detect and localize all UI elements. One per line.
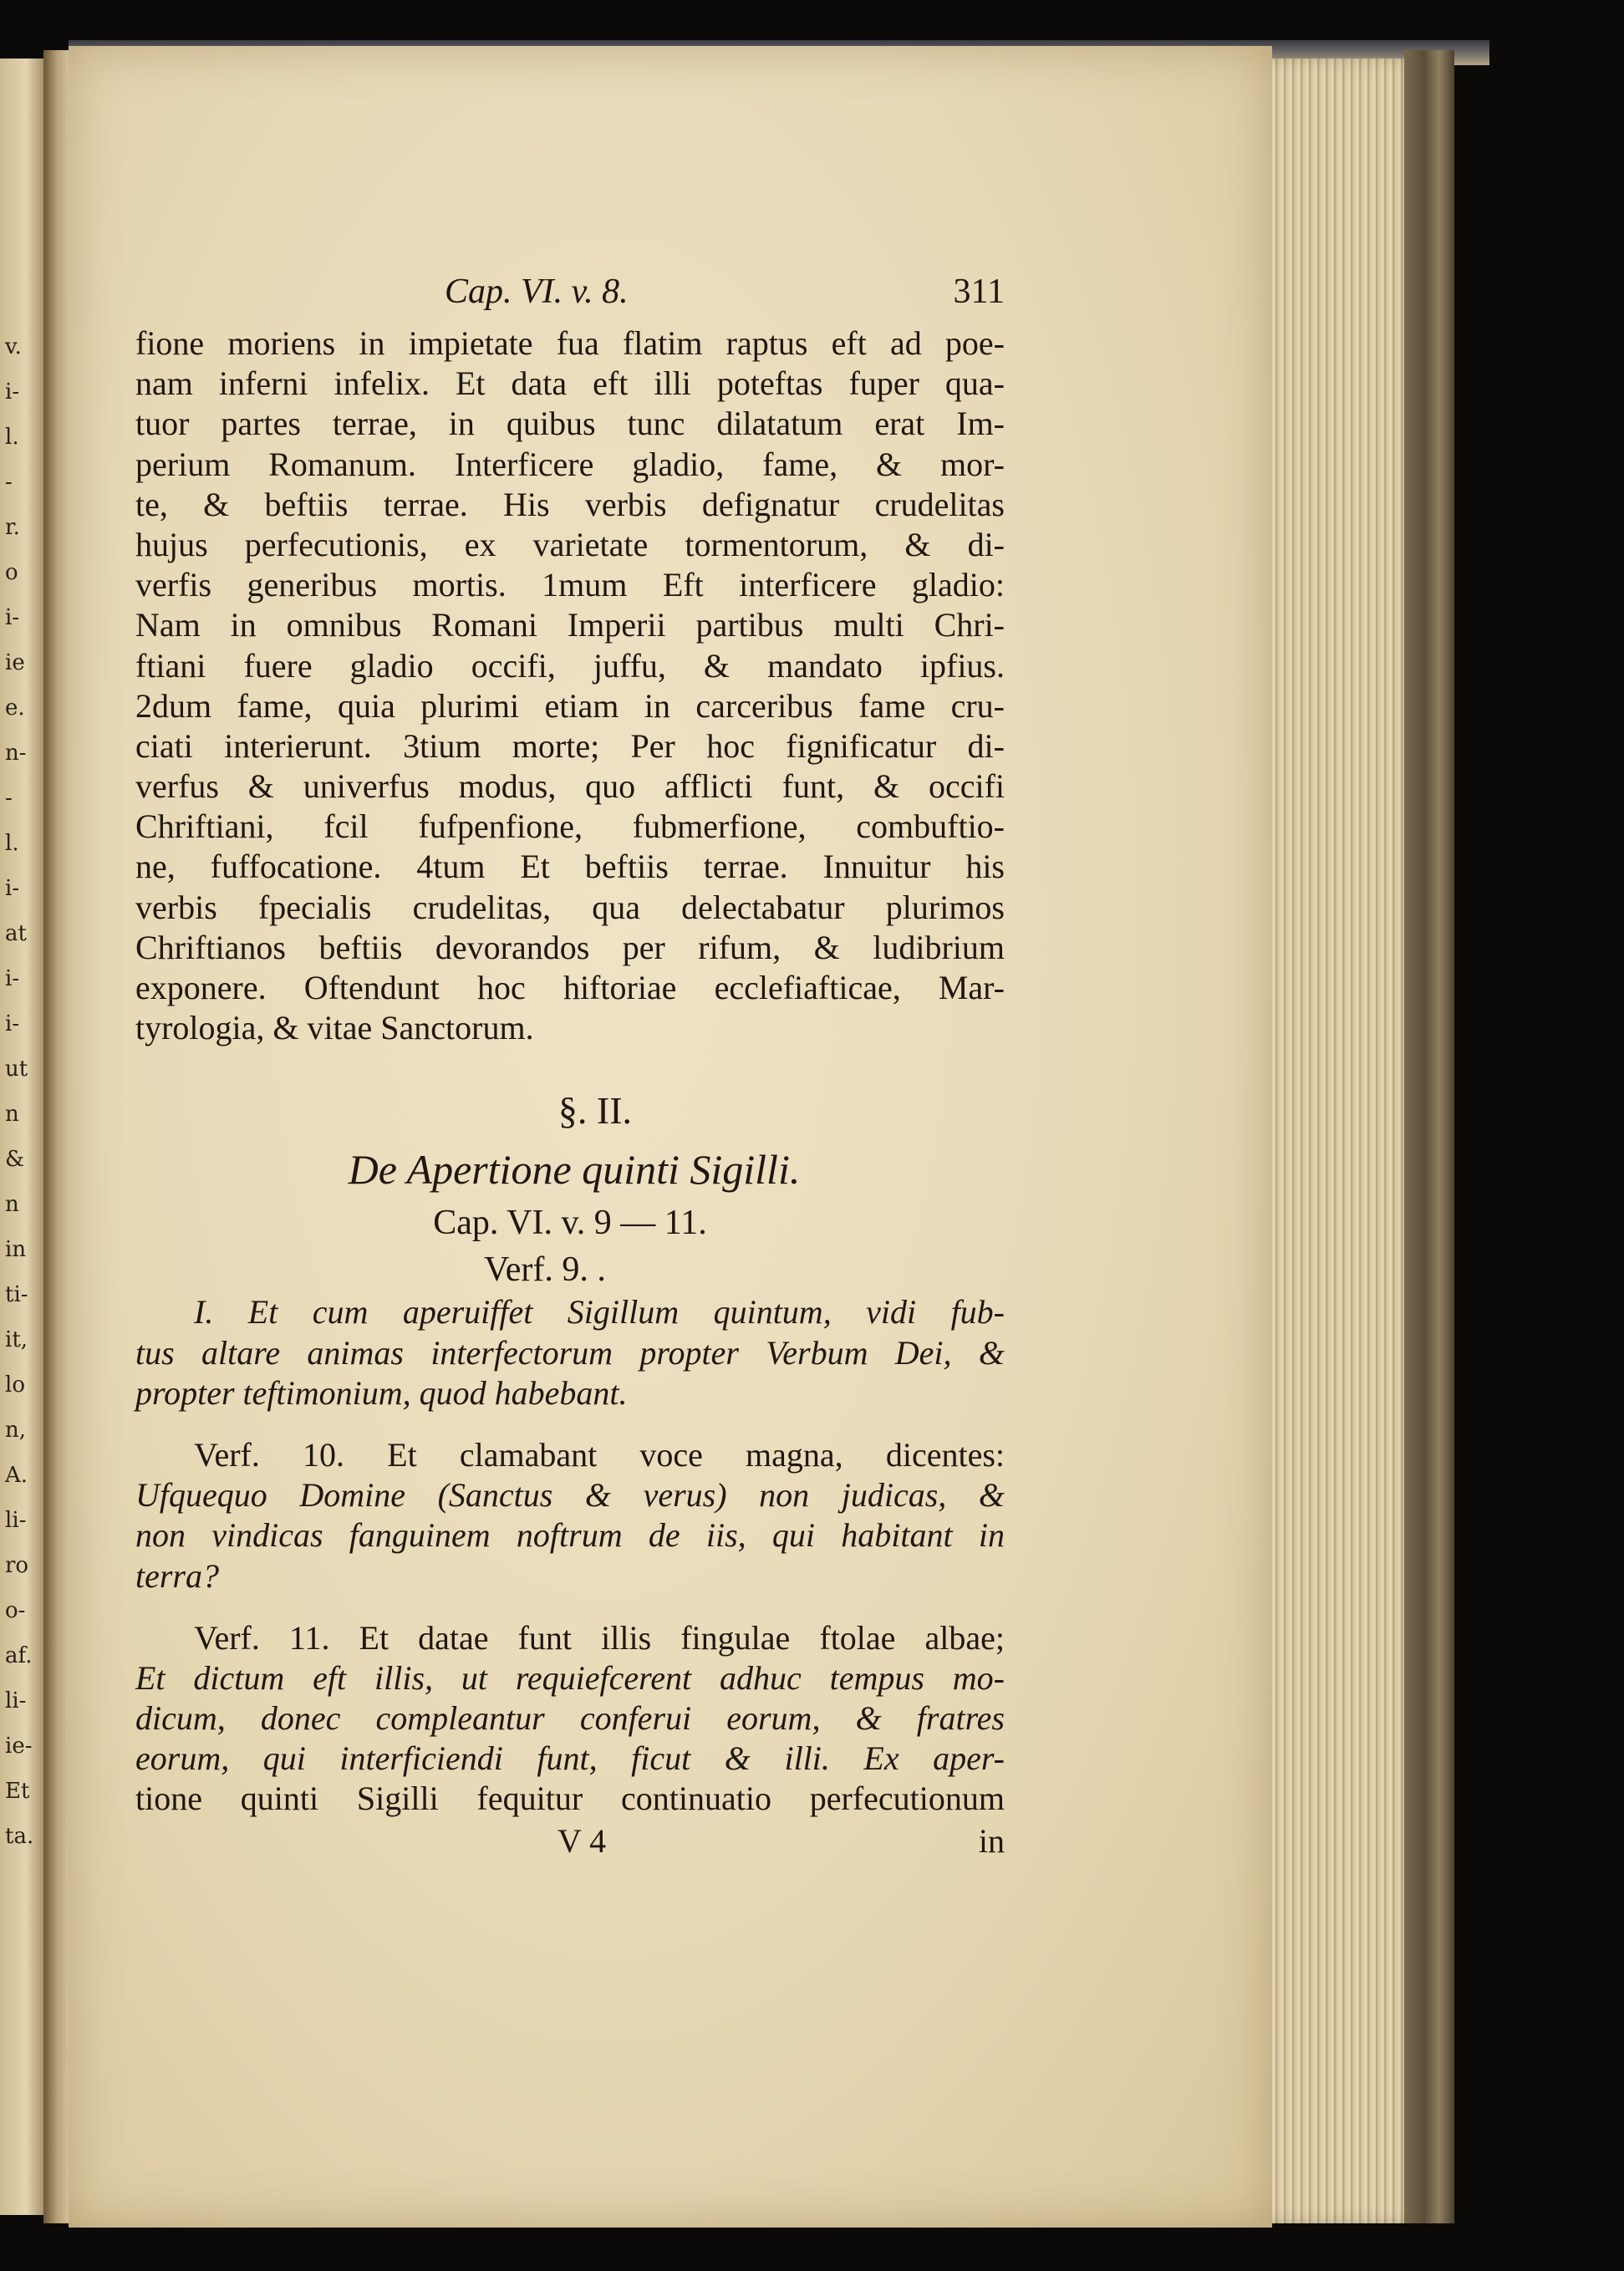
text-line: hujus perfecutionis, ex varietate tormentorum, & di- xyxy=(135,525,1005,563)
text-line: propter teftimonium, quod habebant. xyxy=(135,1373,628,1412)
running-header xyxy=(135,272,1005,323)
text-line: I. Et cum aperuiffet Sigillum quintum, vidi fub- xyxy=(194,1293,1005,1332)
facing-page-fragment: ro xyxy=(5,1553,29,1578)
facing-page-fragment: n- xyxy=(5,741,27,766)
signature-mark: V 4 xyxy=(557,1821,607,1860)
page-footer xyxy=(135,1821,1005,1865)
facing-page-fragment: ie xyxy=(5,650,25,675)
facing-page-edge xyxy=(0,59,43,2215)
text-line: Verf. 11. Et datae funt illis fingulae ftolae albae; xyxy=(194,1618,1005,1657)
facing-page-fragment: lo xyxy=(5,1372,25,1398)
book-gutter xyxy=(43,50,72,2223)
paragraph-1 xyxy=(135,323,1005,1048)
facing-page-fragment: - xyxy=(5,470,13,495)
text-line: Verf. 10. Et clamabant voce magna, dicentes: xyxy=(194,1435,1005,1474)
text-line: ne, fuffocatione. 4tum Et beftiis terrae. Innuitur his xyxy=(135,848,1005,886)
page-text xyxy=(135,272,1005,1865)
text-line: Et dictum eft illis, ut requiefcerent adhuc tempus mo- xyxy=(135,1658,1005,1697)
text-line: exponere. Oftendunt hoc hiftoriae ecclefiafticae, Mar- xyxy=(135,969,1005,1006)
text-line: verbis fpecialis crudelitas, qua delectabatur plurimos xyxy=(135,888,1005,926)
text-line: tione quinti Sigilli fequitur continuatio perfecutionum xyxy=(135,1780,1005,1818)
facing-page-fragment: - xyxy=(5,786,13,811)
facing-page-fragment: o xyxy=(5,560,18,585)
text-line: te, & beftiis terrae. His verbis defignatur crudelitas xyxy=(135,485,1005,523)
facing-page-fragment: i- xyxy=(5,1011,20,1036)
facing-page-fragment: n, xyxy=(5,1418,27,1443)
facing-page-fragment: A. xyxy=(5,1463,28,1488)
text-line: terra? xyxy=(135,1556,219,1595)
catchword: in xyxy=(978,1821,1005,1860)
page-number: 311 xyxy=(953,272,1005,311)
text-line: Chriftiani, fcil fufpenfione, fubmerfione, combuftio- xyxy=(135,807,1005,846)
facing-page-fragment: li- xyxy=(5,1508,27,1533)
facing-page-fragment: ut xyxy=(5,1057,28,1082)
section-number: §. II. xyxy=(557,1089,633,1133)
text-line: dicum, donec compleantur conferui eorum, & fratres xyxy=(135,1699,1005,1738)
facing-page-fragment: i- xyxy=(5,966,20,991)
facing-page-fragment: ie- xyxy=(5,1734,33,1759)
facing-page-fragment: at xyxy=(5,921,27,946)
chapter-reference: Cap. VI. v. 9 — 11. xyxy=(433,1204,707,1243)
facing-page-fragment: i- xyxy=(5,876,20,901)
facing-page-fragment: i- xyxy=(5,379,20,405)
section-title: De Apertione quinti Sigilli. xyxy=(348,1146,801,1194)
facing-page-fragment: li- xyxy=(5,1688,27,1713)
facing-page-fragment: n xyxy=(5,1102,19,1127)
text-line: verfus & univerfus modus, quo afflicti funt, & occifi xyxy=(135,767,1005,806)
facing-page-fragment: ta. xyxy=(5,1824,34,1849)
verse-11 xyxy=(135,1618,1005,1820)
verse-label: Verf. 9. . xyxy=(484,1250,606,1290)
facing-page-fragment: ti- xyxy=(5,1282,28,1307)
facing-page-fragment: v. xyxy=(5,334,22,359)
text-line: fione moriens in impietate fua flatim raptus eft ad poe- xyxy=(135,324,1005,362)
text-line: tyrologia, & vitae Sanctorum. xyxy=(135,1009,534,1047)
facing-page-fragment: n xyxy=(5,1192,19,1217)
text-line: non vindicas fanguinem noftrum de iis, qui habitant in xyxy=(135,1516,1005,1555)
facing-page-fragment: o- xyxy=(5,1598,26,1623)
text-line: ciati interierunt. 3tium morte; Per hoc fignificatur di- xyxy=(135,726,1005,765)
book-cover-edge xyxy=(1404,50,1454,2223)
facing-page-fragment: in xyxy=(5,1237,27,1262)
book-page xyxy=(69,46,1272,2228)
facing-page-fragment: l. xyxy=(5,831,19,856)
running-head: Cap. VI. v. 8. xyxy=(445,272,629,311)
facing-page-fragment: & xyxy=(5,1147,25,1172)
text-line: perium Romanum. Interficere gladio, fame, & mor- xyxy=(135,445,1005,483)
text-line: verfis generibus mortis. 1mum Eft interficere gladio: xyxy=(135,566,1005,604)
facing-page-fragment: af. xyxy=(5,1643,33,1668)
text-line: Ufquequo Domine (Sanctus & verus) non judicas, & xyxy=(135,1476,1005,1515)
verse-10 xyxy=(135,1435,1005,1596)
facing-page-fragment: r. xyxy=(5,515,20,540)
facing-page-fragment: e. xyxy=(5,695,25,721)
text-line: tus altare animas interfectorum propter Verbum Dei, & xyxy=(135,1333,1005,1372)
text-line: Nam in omnibus Romani Imperii partibus multi Chri- xyxy=(135,606,1005,644)
text-line: eorum, qui interficiendi funt, ficut & illi. Ex aper- xyxy=(135,1739,1005,1778)
text-line: nam inferni infelix. Et data eft illi poteftas fuper qua- xyxy=(135,364,1005,403)
text-line: ftiani fuere gladio occifi, juffu, & mandato ipfius. xyxy=(135,646,1005,685)
text-line: 2dum fame, quia plurimi etiam in carceribus fame cru- xyxy=(135,686,1005,725)
verse-9 xyxy=(135,1292,1005,1413)
text-line: Chriftianos beftiis devorandos per rifum, & ludibrium xyxy=(135,928,1005,966)
facing-page-fragment: it, xyxy=(5,1327,28,1352)
facing-page-fragment: i- xyxy=(5,605,20,630)
facing-page-fragment: l. xyxy=(5,425,19,450)
facing-page-fragment: Et xyxy=(5,1779,30,1804)
text-line: tuor partes terrae, in quibus tunc dilatatum erat Im- xyxy=(135,405,1005,443)
